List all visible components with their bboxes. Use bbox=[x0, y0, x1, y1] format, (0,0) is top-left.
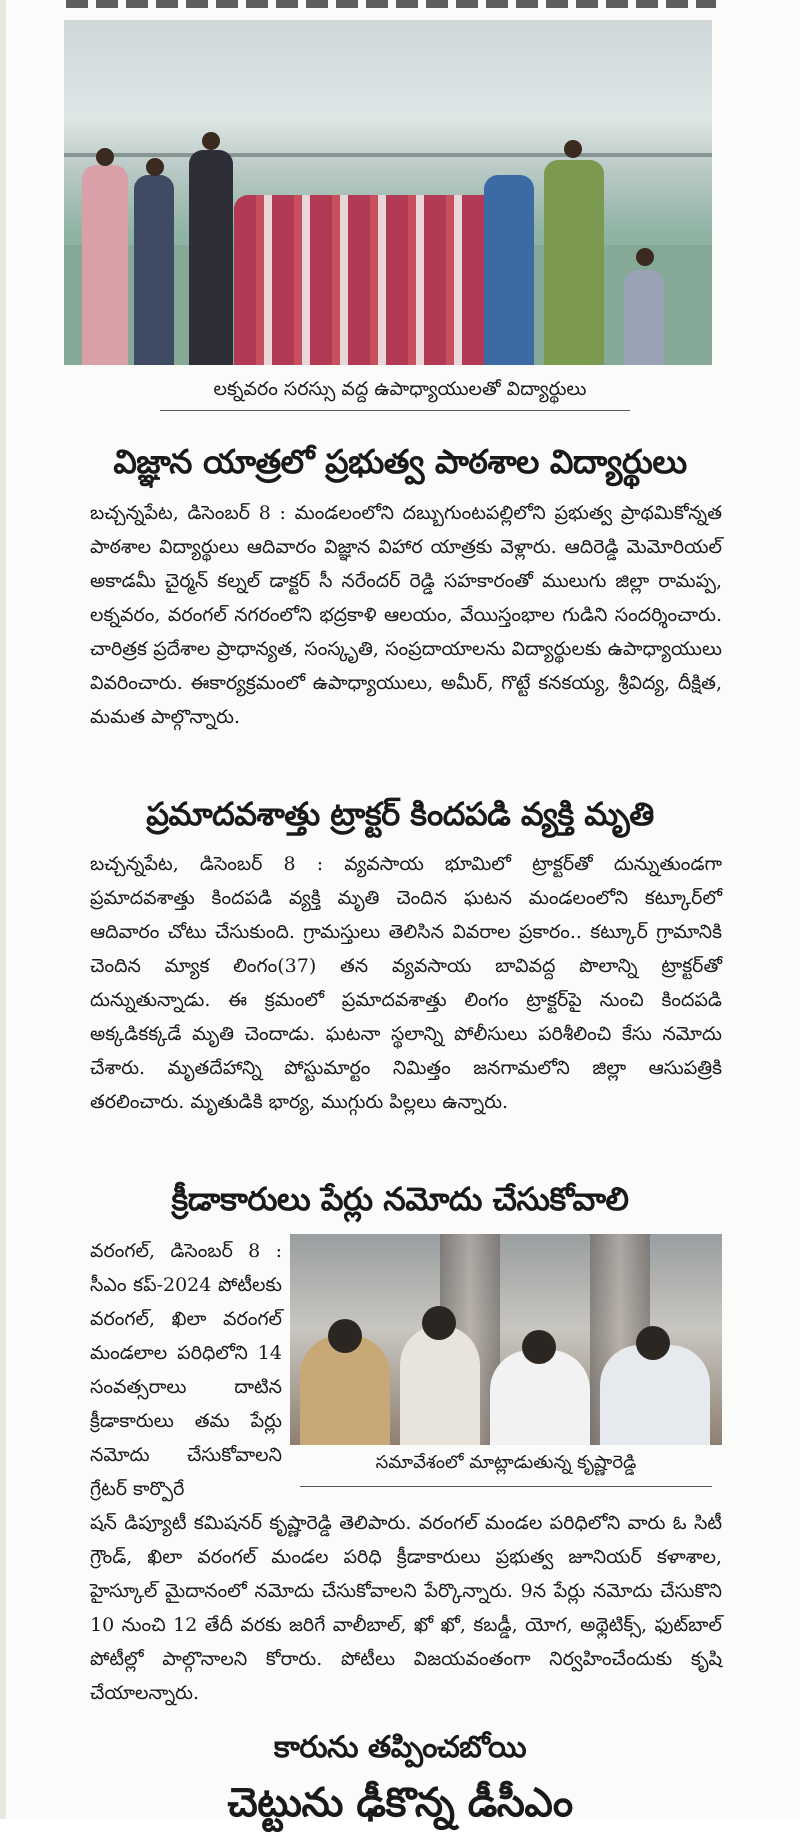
article-body-sports-rest: షన్ డిప్యూటీ కమిషనర్ కృష్ణారెడ్డి తెలిపారు. వరంగల్ మండల పరిధిలోని వారు ఓ సిటీ గ్రౌండ్, ఖిలా వరంగల్ మండల పరిధి క్రీడాకారులు ప్రభుత్వ జూనియర్ కళాశాల, హైస్కూల్ మైదానంలో నమోదు చేసుకోవాలని పేర్కొన్నారు. 9న పేర్లు నమోదు చేసుకొని 10 నుంచి 12 తేదీ వరకు జరిగే వాలీబాల్, ఖో ఖో, కబడ్డీ, యోగ, అథ్లెటిక్స్, ఫుట్‌బాల్ పోటీల్లో పాల్గొనాలని కోరారు. పోటీలు విజయవంతంగా నిర్వహించేందుకు కృషి చేయాలన్నారు. bbox=[90, 1512, 722, 1704]
students-group-photo bbox=[64, 20, 712, 365]
caption-underline bbox=[160, 410, 630, 411]
headline-tractor-accident: ప్రమాదవశాత్తు ట్రాక్టర్ కిందపడి వ్యక్తి మృతి bbox=[146, 795, 654, 833]
photo-caption: లక్నవరం సరస్సు వద్ద ఉపాధ్యాయులతో విద్యార్థులు bbox=[213, 378, 587, 400]
meeting-photo bbox=[290, 1234, 722, 1445]
article-body-sports-left: వరంగల్, డిసెంబర్ 8 : సీఎం కప్-2024 పోటీలకు వరంగల్, ఖిలా వరంగల్ మండలాల పరిధిలోని 14 సంవత్సరాలు దాటిన క్రీడాకారులు తమ పేర్లు నమోదు చేసుకోవాలని గ్రేటర్ కార్పొరే bbox=[90, 1240, 282, 1500]
cut-off-headline-strip bbox=[66, 0, 716, 8]
headline-science-trip: విజ్ఞాన యాత్రలో ప్రభుత్వ పాఠశాల విద్యార్థులు bbox=[113, 442, 687, 481]
meeting-caption-underline bbox=[300, 1486, 712, 1487]
kicker-dcm-accident: కారును తప్పించబోయి bbox=[273, 1730, 527, 1765]
page-edge bbox=[0, 0, 6, 1819]
headline-dcm-accident-partial: చెట్టును ఢీకొన్న డీసీఎం bbox=[227, 1780, 573, 1826]
article-body-tractor-accident: బచ్చన్నపేట, డిసెంబర్ 8 : వ్యవసాయ భూమిలో ట్రాక్టర్‌తో దున్నుతుండగా ప్రమాదవశాత్తు కిందపడి వ్యక్తి మృతి చెందిన ఘటన మండలంలోని కట్కూర్‌లో ఆదివారం చోటు చేసుకుంది. గ్రామస్తులు తెలిసిన వివరాల ప్రకారం.. కట్కూర్ గ్రామానికి చెందిన మ్యాక లింగం(37) తన వ్యవసాయ బావివద్ద పొలాన్ని ట్రాక్టర్‌తో దున్నుతున్నాడు. ఈ క్రమంలో ప్రమాదవశాత్తు లింగం ట్రాక్టర్‌పై నుంచి కిందపడి అక్కడికక్కడే మృతి చెందాడు. ఘటనా స్థలాన్ని పోలీసులు పరిశీలించి కేసు నమోదు చేశారు. మృతదేహాన్ని పోస్టుమార్టం నిమిత్తం జనగామలోని జిల్లా ఆసుపత్రికి తరలించారు. మృతుడికి భార్య, ముగ్గురు పిల్లలు ఉన్నారు. bbox=[90, 853, 722, 1113]
article-body-science-trip: బచ్చన్నపేట, డిసెంబర్ 8 : మండలంలోని దబ్బుగుంటపల్లిలోని ప్రభుత్వ ప్రాథమికోన్నత పాఠశాల విద్యార్థులు ఆదివారం విజ్ఞాన విహార యాత్రకు వెళ్లారు. ఆదిరెడ్డి మెమోరియల్ అకాడమీ చైర్మన్ కల్నల్ డాక్టర్ సీ నరేందర్ రెడ్డి సహకారంతో ములుగు జిల్లా రామప్ప, లక్నవరం, వరంగల్ నగరంలోని భద్రకాళి ఆలయం, వేయిస్తంభాల గుడిని సందర్శించారు. చారిత్రక ప్రదేశాల ప్రాధాన్యత, సంస్కృతి, సంప్రదాయాలను విద్యార్థులకు ఉపాధ్యాయులు వివరించారు. ఈకార్యక్రమంలో ఉపాధ్యాయులు, అమీర్, గొట్టే కనకయ్య, శ్రీవిద్య, దీక్షిత, మమత పాల్గొన్నారు. bbox=[90, 502, 722, 728]
ferry-railing bbox=[64, 153, 712, 157]
headline-sports-registration: క్రీడాకారులు పేర్లు నమోదు చేసుకోవాలి bbox=[171, 1180, 629, 1218]
meeting-photo-caption: సమావేశంలో మాట్లాడుతున్న కృష్ణారెడ్డి bbox=[375, 1452, 637, 1473]
